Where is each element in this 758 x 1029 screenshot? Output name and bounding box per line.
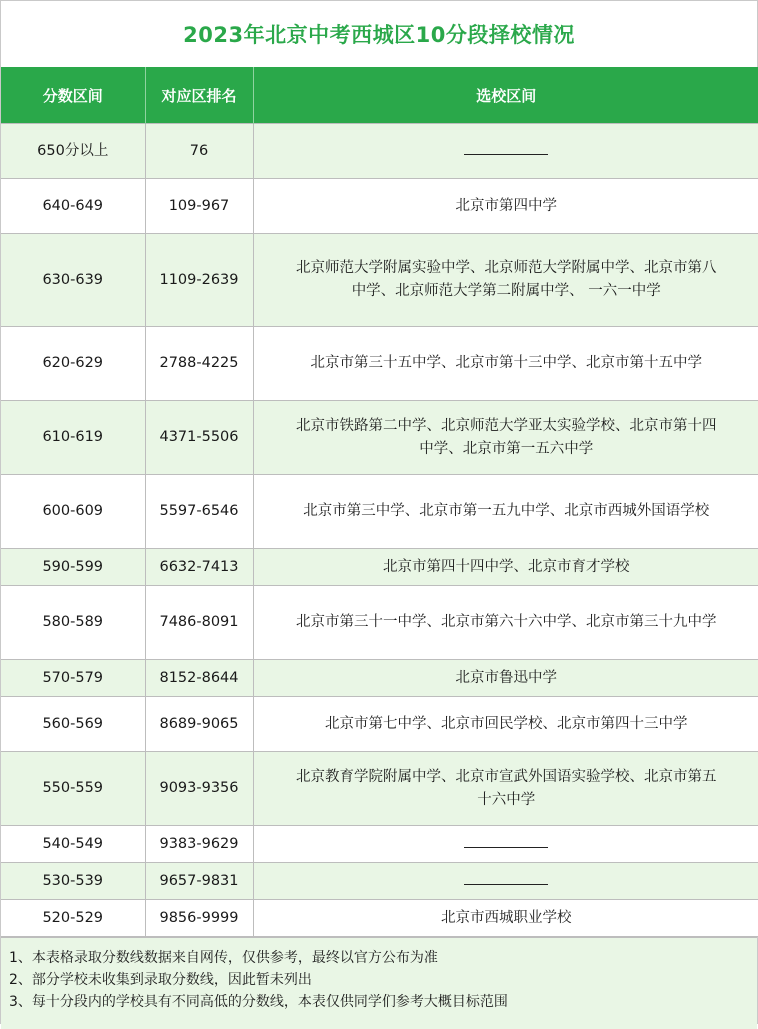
rank-cell: 8689-9065: [145, 697, 253, 752]
schools-cell: [253, 401, 758, 475]
schools-text: 北京市鲁迅中学: [455, 669, 557, 686]
table-row: [1, 179, 758, 234]
score-range-cell: 530-539: [1, 863, 145, 900]
rank-cell: 9383-9629: [145, 826, 253, 863]
footnote: 3、每十分段内的学校具有不同高低的分数线，本表仅供同学们参考大概目标范围: [9, 994, 508, 1010]
school-selection-table: [1, 67, 758, 937]
table-row: [1, 863, 758, 900]
score-range-cell: 560-569: [1, 697, 145, 752]
schools-text: 北京师范大学附属实验中学、北京师范大学附属中学、北京市第八中学、北京师范大学第二附属中学、 一六一中学: [296, 260, 717, 299]
table-body: [1, 124, 758, 937]
schools-cell: [253, 179, 758, 234]
score-range-cell: 540-549: [1, 826, 145, 863]
schools-cell: [253, 234, 758, 327]
table-row: [1, 549, 758, 586]
score-range-cell: 520-529: [1, 900, 145, 937]
rank-cell: 109-967: [145, 179, 253, 234]
header-score-range: 分数区间: [1, 67, 145, 124]
score-range-cell: 630-639: [1, 234, 145, 327]
empty-placeholder-line: [464, 146, 548, 155]
footnote: 1、本表格录取分数线数据来自网传，仅供参考，最终以官方公布为准: [9, 950, 438, 966]
rank-cell: 7486-8091: [145, 586, 253, 660]
rank-cell: 2788-4225: [145, 327, 253, 401]
rank-cell: 76: [145, 124, 253, 179]
score-range-cell: 620-629: [1, 327, 145, 401]
schools-text: 北京市第四十四中学、北京市育才学校: [383, 558, 630, 575]
schools-text: 北京市铁路第二中学、北京师范大学亚太实验学校、北京市第十四中学、北京市第一五六中学: [296, 417, 717, 457]
rank-cell: 6632-7413: [145, 549, 253, 586]
schools-cell: [253, 826, 758, 863]
table-row: [1, 327, 758, 401]
score-range-cell: 640-649: [1, 179, 145, 234]
table-header-row: [1, 67, 758, 124]
score-range-cell: 600-609: [1, 475, 145, 549]
schools-cell: [253, 327, 758, 401]
footnotes: [1, 937, 757, 1029]
table-row: [1, 234, 758, 327]
score-range-cell: 590-599: [1, 549, 145, 586]
rank-cell: 9657-9831: [145, 863, 253, 900]
table-row: [1, 826, 758, 863]
schools-cell: [253, 752, 758, 826]
score-range-cell: 650分以上: [1, 124, 145, 179]
schools-cell: [253, 697, 758, 752]
schools-text: 北京市第三中学、北京市第一五九中学、北京市西城外国语学校: [303, 503, 710, 519]
empty-placeholder-line: [464, 839, 548, 848]
schools-cell: [253, 549, 758, 586]
table-row: [1, 900, 758, 937]
table-row: [1, 697, 758, 752]
empty-placeholder-line: [464, 876, 548, 885]
schools-text: 北京市第三十一中学、北京市第六十六中学、北京市第三十九中学: [296, 614, 717, 630]
schools-cell: [253, 863, 758, 900]
score-range-cell: 580-589: [1, 586, 145, 660]
header-schools: 选校区间: [253, 67, 758, 124]
page-title: 2023年北京中考西城区10分段择校情况: [1, 0, 757, 67]
schools-cell: [253, 124, 758, 179]
schools-text: 北京市第四中学: [455, 197, 557, 214]
schools-text: 北京市第七中学、北京市回民学校、北京市第四十三中学: [325, 715, 688, 732]
rank-cell: 5597-6546: [145, 475, 253, 549]
table-row: [1, 124, 758, 179]
schools-text: 北京教育学院附属中学、北京市宣武外国语实验学校、北京市第五十六中学: [296, 768, 717, 808]
rank-cell: 4371-5506: [145, 401, 253, 475]
score-range-cell: 570-579: [1, 660, 145, 697]
table-row: [1, 401, 758, 475]
schools-cell: [253, 586, 758, 660]
rank-cell: 9093-9356: [145, 752, 253, 826]
table-row: [1, 660, 758, 697]
footnote: 2、部分学校未收集到录取分数线，因此暂未列出: [9, 972, 312, 988]
rank-cell: 9856-9999: [145, 900, 253, 937]
schools-cell: [253, 900, 758, 937]
score-range-cell: 550-559: [1, 752, 145, 826]
schools-text: 北京市第三十五中学、北京市第十三中学、北京市第十五中学: [310, 355, 702, 371]
score-range-cell: 610-619: [1, 401, 145, 475]
header-rank: 对应区排名: [145, 67, 253, 124]
table-row: [1, 586, 758, 660]
rank-cell: 1109-2639: [145, 234, 253, 327]
table-row: [1, 475, 758, 549]
schools-text: 北京市西城职业学校: [441, 909, 572, 926]
schools-cell: [253, 475, 758, 549]
rank-cell: 8152-8644: [145, 660, 253, 697]
schools-cell: [253, 660, 758, 697]
table-row: [1, 752, 758, 826]
